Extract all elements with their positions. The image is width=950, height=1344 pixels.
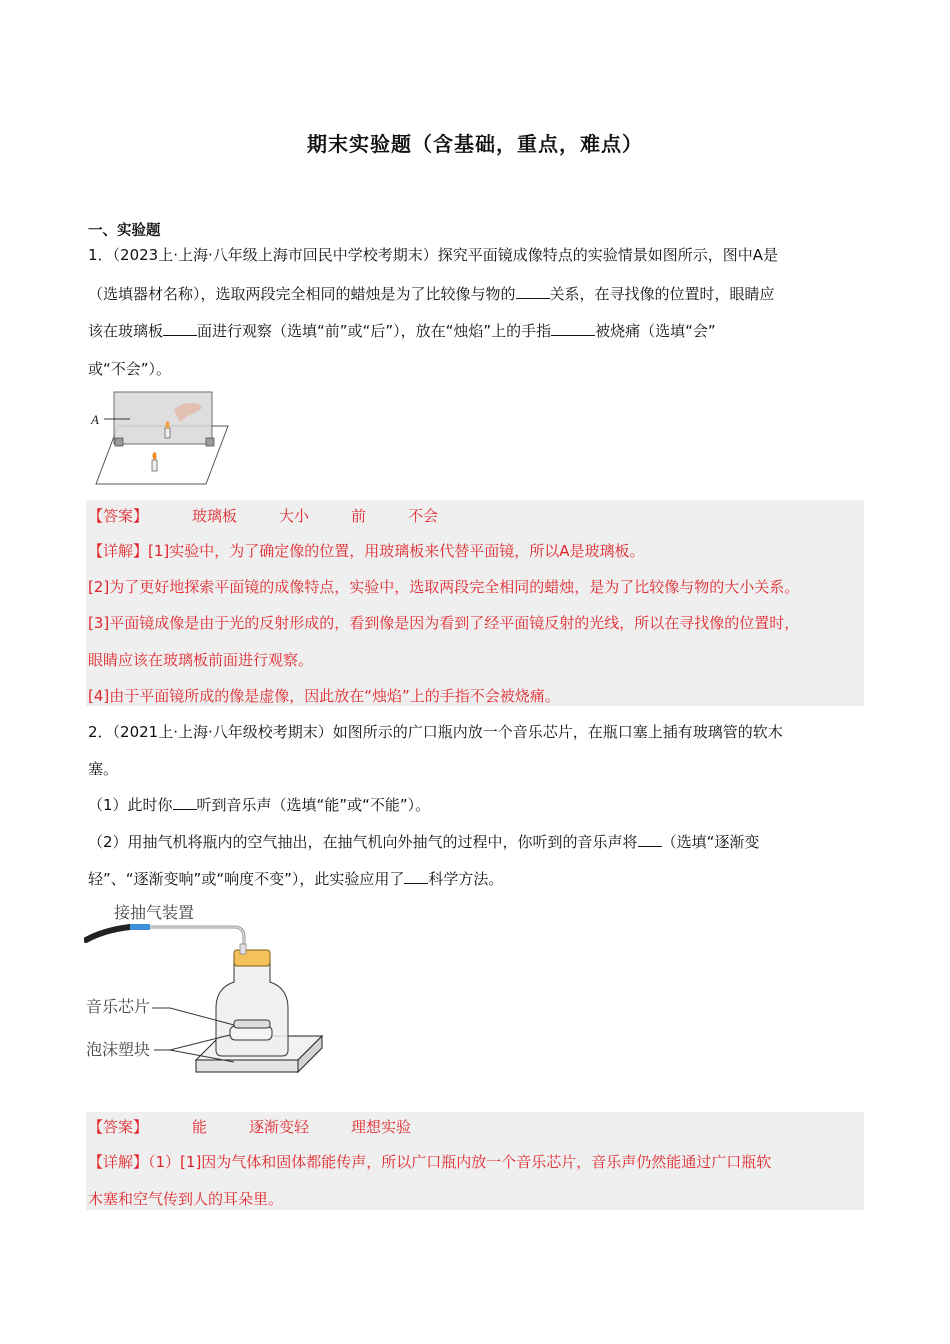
q1-text: 面进行观察（选填“前”或“后”），放在“烛焰”上的手指 bbox=[197, 322, 552, 340]
q1-detail-4: [4]由于平面镜所成的像是虚像，因此放在“烛焰”上的手指不会被烧痛。 bbox=[88, 687, 560, 705]
q1-line-3 bbox=[88, 321, 716, 341]
plane-mirror-figure bbox=[88, 386, 238, 488]
q1-answer-line bbox=[88, 506, 438, 526]
figure-label-chip: 音乐芯片 bbox=[86, 999, 151, 1016]
q1-blank-3 bbox=[163, 321, 197, 336]
q2-answer-3: 理想实验 bbox=[351, 1118, 412, 1136]
q1-line-1: 1．（2023上·上海·八年级上海市回民中学校考期末）探究平面镜成像特点的实验情景如图所示，图中A是 bbox=[88, 246, 779, 264]
q1-text: 被烧痛（选填“会” bbox=[595, 322, 716, 340]
q1-text: 关系，在寻找像的位置时，眼睛应 bbox=[549, 285, 775, 303]
q2-answer-2: 逐渐变轻 bbox=[249, 1118, 310, 1136]
q1-detail-2: [2]为了更好地探索平面镜的成像特点，实验中，选取两段完全相同的蜡烛，是为了比较像与物的大小关系。 bbox=[88, 578, 800, 596]
q2-text: 轻”、“逐渐变响”或“响度不变”），此实验应用了 bbox=[88, 870, 405, 888]
q1-blank-2 bbox=[516, 284, 550, 299]
q2-text: 听到音乐声（选填“能”或“不能”）。 bbox=[196, 796, 431, 814]
q1-line-4: 或“不会”）。 bbox=[88, 360, 172, 378]
q2-answer-line bbox=[88, 1117, 411, 1137]
q1-detail-line-1 bbox=[88, 541, 645, 561]
q2-blank-2 bbox=[638, 832, 662, 847]
q2-line-4 bbox=[88, 832, 759, 852]
q2-line-1: 2．（2021上·上海·八年级校考期末）如图所示的广口瓶内放一个音乐芯片，在瓶口塞上插有玻璃管的软木 bbox=[88, 723, 783, 741]
figure-label-foam: 泡沫塑块 bbox=[86, 1042, 151, 1059]
q1-text: 该在玻璃板 bbox=[88, 322, 164, 340]
q2-detail-line-1 bbox=[88, 1152, 771, 1172]
section-heading: 一、实验题 bbox=[88, 223, 161, 239]
q2-detail-1a: （1）[1]因为气体和固体都能传声，所以广口瓶内放一个音乐芯片，音乐声仍然能通过广口瓶软 bbox=[148, 1153, 772, 1171]
page-title: 期末实验题（含基础，重点，难点） bbox=[307, 132, 643, 156]
q1-answer-4: 不会 bbox=[408, 507, 439, 525]
figure-label-a: A bbox=[91, 412, 99, 427]
q1-detail-3a: [3]平面镜成像是由于光的反射形成的，看到像是因为看到了经平面镜反射的光线，所以在寻找像的位置时， bbox=[88, 614, 800, 632]
q1-detail-1: [1]实验中，为了确定像的位置，用玻璃板来代替平面镜，所以A是玻璃板。 bbox=[148, 542, 645, 560]
q2-blank-1 bbox=[173, 795, 197, 810]
answer-label: 【答案】 bbox=[88, 507, 149, 525]
q1-text: （选填器材名称），选取两段完全相同的蜡烛是为了比较像与物的 bbox=[88, 285, 516, 303]
q1-answer-3: 前 bbox=[351, 507, 367, 525]
detail-label: 【详解】 bbox=[88, 1153, 149, 1171]
answer-label: 【答案】 bbox=[88, 1118, 149, 1136]
q1-detail-3b: 眼睛应该在玻璃板前面进行观察。 bbox=[88, 651, 314, 669]
q1-answer-box bbox=[86, 500, 864, 706]
bottle-figure bbox=[84, 898, 332, 1102]
q2-line-2: 塞。 bbox=[88, 760, 119, 778]
q1-blank-4 bbox=[551, 321, 595, 336]
figure-label-pump: 接抽气装置 bbox=[114, 905, 195, 922]
q1-answer-2: 大小 bbox=[279, 507, 310, 525]
q1-line-2 bbox=[88, 284, 775, 304]
detail-label: 【详解】 bbox=[88, 542, 149, 560]
q1-answer-1: 玻璃板 bbox=[192, 507, 238, 525]
q2-text: 科学方法。 bbox=[428, 870, 504, 888]
q2-line-3 bbox=[88, 795, 430, 815]
q2-text: （选填“逐渐变 bbox=[661, 833, 760, 851]
q2-detail-1b: 木塞和空气传到人的耳朵里。 bbox=[88, 1190, 284, 1208]
q2-line-5 bbox=[88, 869, 503, 889]
q2-text: （2）用抽气机将瓶内的空气抽出，在抽气机向外抽气的过程中，你听到的音乐声将 bbox=[88, 833, 638, 851]
q2-text: （1）此时你 bbox=[88, 796, 173, 814]
q2-blank-3 bbox=[404, 869, 428, 884]
q2-answer-1: 能 bbox=[192, 1118, 208, 1136]
